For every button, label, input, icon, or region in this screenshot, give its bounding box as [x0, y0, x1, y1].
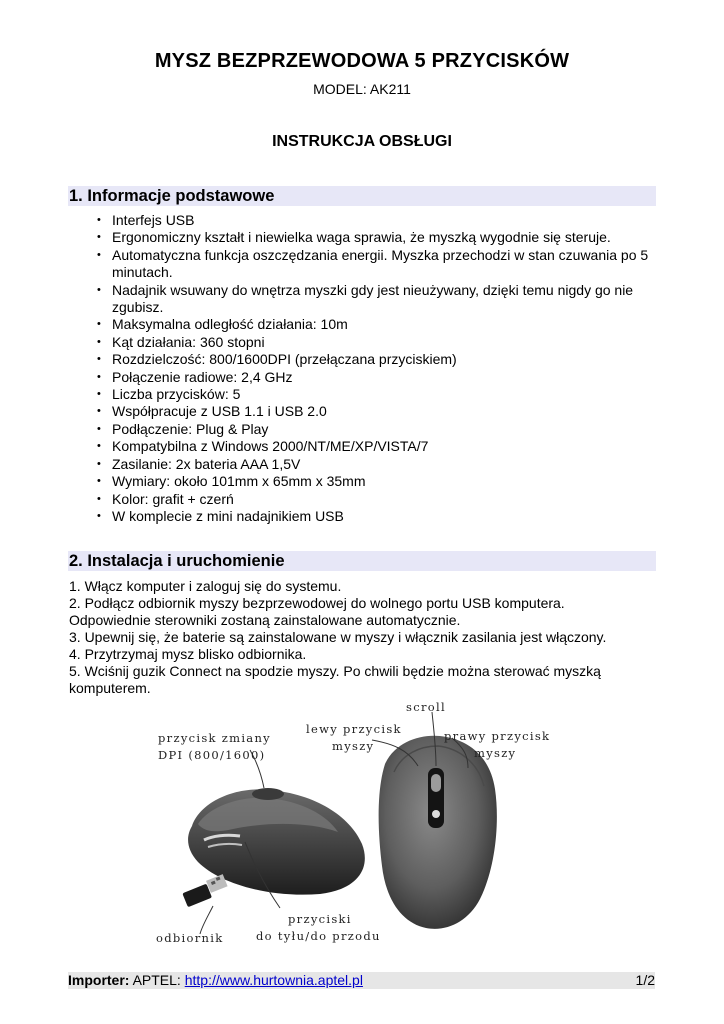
section-heading-installation: 2. Instalacja i uruchomienie — [68, 551, 656, 571]
list-item: • Ergonomiczny kształt i niewielka waga sprawia, że myszką wygodnie się steruje. — [95, 229, 655, 246]
importer-name: APTEL: — [132, 972, 181, 988]
list-item: • Połączenie radiowe: 2,4 GHz — [95, 369, 655, 386]
list-item: • Kolor: grafit + czerń — [95, 491, 655, 508]
list-item: • Wymiary: około 101mm x 65mm x 35mm — [95, 473, 655, 490]
list-item: • Kompatybilna z Windows 2000/NT/ME/XP/VISTA/7 — [95, 438, 655, 455]
list-item: • Automatyczna funkcja oszczędzania energii. Myszka przechodzi w stan czuwania po 5 minutach. — [95, 247, 655, 282]
document-subtitle: INSTRUKCJA OBSŁUGI — [272, 133, 452, 150]
mouse-top-view — [379, 736, 497, 929]
label-side-buttons-line1: przyciski — [288, 912, 352, 926]
list-item: • Podłączenie: Plug & Play — [95, 421, 655, 438]
label-right-button-line1: prawy przycisk — [444, 729, 551, 743]
feature-list — [95, 212, 655, 525]
list-item: • Współpracuje z USB 1.1 i USB 2.0 — [95, 403, 655, 420]
mouse-diagram — [150, 694, 570, 950]
label-scroll: scroll — [406, 700, 446, 714]
list-item: • Interfejs USB — [95, 212, 655, 229]
step-line: 4. Przytrzymaj mysz blisko odbiornika. — [69, 646, 307, 662]
list-item: • Rozdzielczość: 800/1600DPI (przełączana przyciskiem) — [95, 351, 655, 368]
section-heading-basic-info: 1. Informacje podstawowe — [68, 186, 656, 206]
list-item: • W komplecie z mini nadajnikiem USB — [95, 508, 655, 525]
label-dpi-button-line2: DPI (800/1600) — [158, 748, 266, 762]
importer-website-link[interactable]: http://www.hurtownia.aptel.pl — [184, 972, 363, 988]
label-side-buttons-line2: do tyłu/do przodu — [256, 929, 381, 943]
label-dpi-button-line1: przycisk zmiany — [158, 731, 271, 745]
label-right-button-line2: myszy — [474, 746, 517, 760]
step-line: 1. Włącz komputer i zaloguj się do systemu. — [69, 578, 342, 594]
step-line: 2. Podłącz odbiornik myszy bezprzewodowej do wolnego portu USB komputera. — [69, 595, 565, 611]
list-item: • Zasilanie: 2x bateria AAA 1,5V — [95, 456, 655, 473]
footer — [68, 972, 655, 989]
step-line: 3. Upewnij się, że baterie są zainstalowane w myszy i włącznik zasilania jest włączony. — [69, 629, 607, 645]
list-item: • Nadajnik wsuwany do wnętrza myszki gdy jest nieużywany, dzięki temu nigdy go nie zgubisz. — [95, 282, 655, 317]
label-receiver: odbiornik — [156, 931, 224, 945]
model-number: MODEL: AK211 — [313, 81, 411, 97]
list-item: • Maksymalna odległość działania: 10m — [95, 316, 655, 333]
importer-label: Importer: — [68, 972, 130, 988]
label-left-button-line1: lewy przycisk — [306, 722, 402, 736]
document-title: MYSZ BEZPRZEWODOWA 5 PRZYCISKÓW — [154, 50, 570, 72]
step-line: 5. Wciśnij guzik Connect na spodzie myszy. Po chwili będzie można sterować myszką komputerem. — [69, 663, 601, 696]
usb-receiver-image — [182, 874, 227, 907]
list-item: • Kąt działania: 360 stopni — [95, 334, 655, 351]
step-line: Odpowiednie sterowniki zostaną zainstalowane automatycznie. — [69, 612, 461, 628]
page-number: 1/2 — [635, 972, 655, 988]
label-left-button-line2: myszy — [332, 739, 375, 753]
list-item: • Liczba przycisków: 5 — [95, 386, 655, 403]
installation-steps — [69, 578, 659, 697]
